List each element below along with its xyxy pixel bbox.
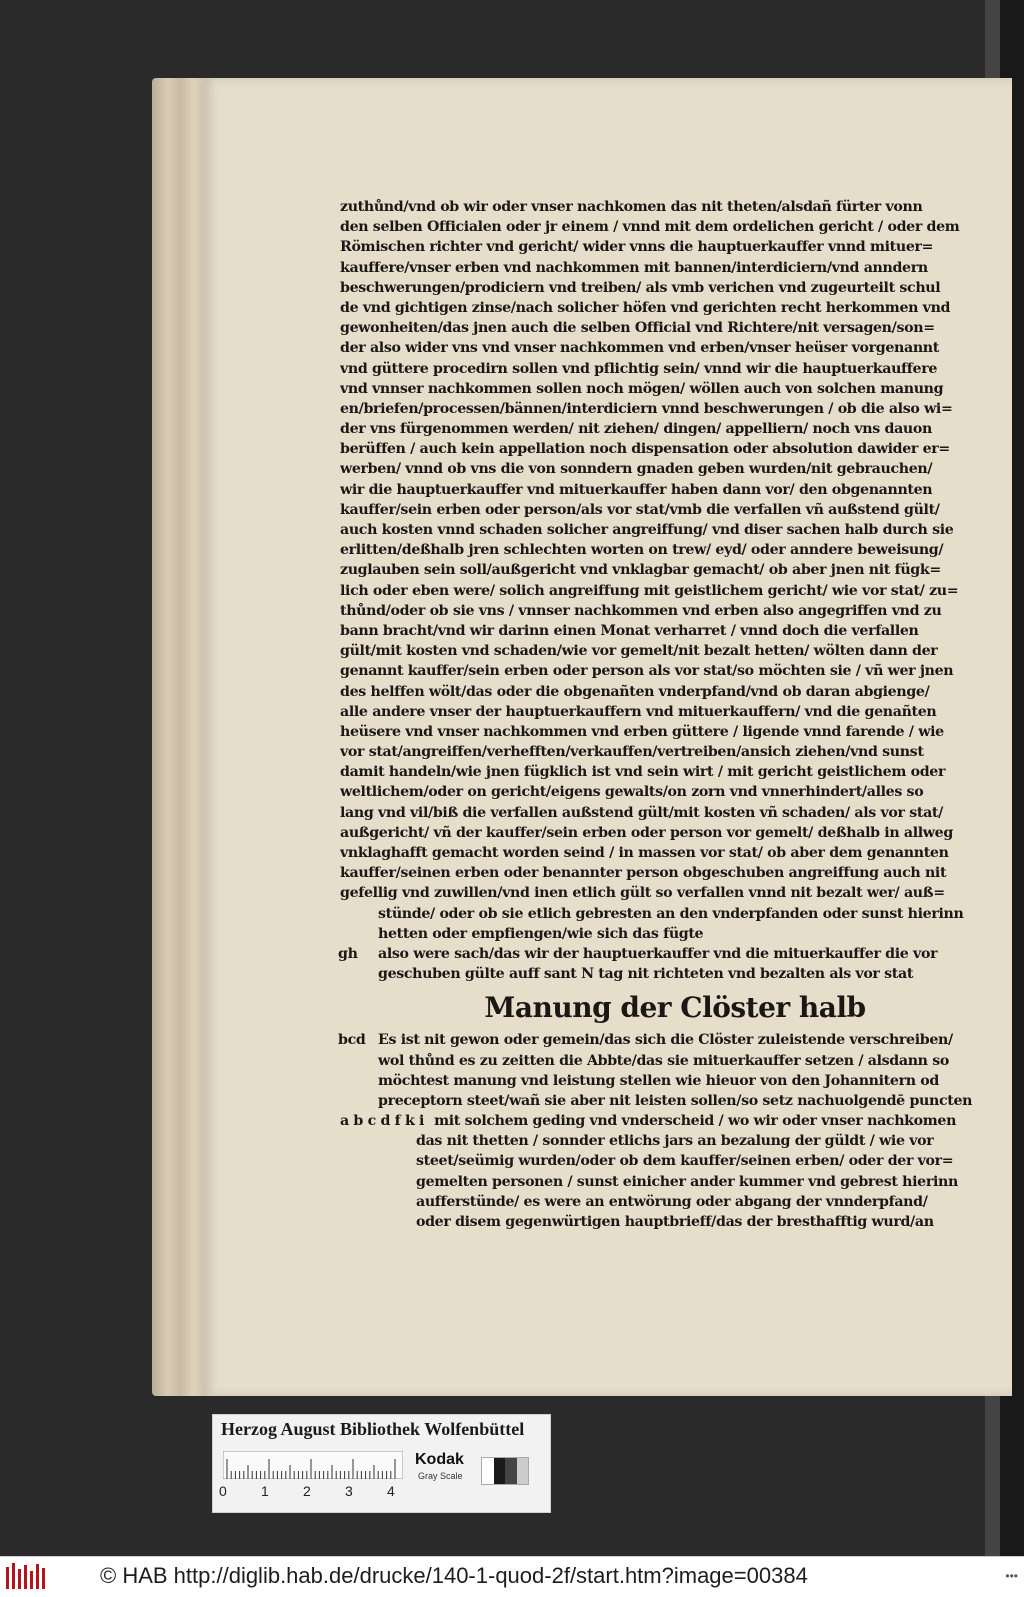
section-heading: Manung der Clöster halb: [484, 991, 866, 1025]
text-line: wol thůnd es zu zeitten die Abbte/das sie mituerkauffer setzen / alsdann so: [378, 1052, 949, 1069]
text-line: damit handeln/wie jnen fügklich ist vnd sein wirt / mit gericht geistlichem oder: [340, 764, 946, 781]
text-line: genannt kauffer/sein erben oder person als vor stat/so möchten sie / vñ wer jnen: [340, 663, 954, 680]
text-line: thůnd/oder ob sie vns / vnnser nachkommen vnd erben also angegriffen vnd zu: [340, 602, 942, 619]
margin-marker-gh: gh: [338, 945, 358, 962]
ruler-number: 2: [303, 1483, 311, 1499]
text-line: auch kosten vnnd schaden solicher angreiffung/ vnd diser sachen halb durch sie: [340, 522, 954, 538]
text-line: berüffen / auch kein appellation noch dispensation oder absolution dawider er=: [340, 441, 950, 458]
text-line: kauffere/vnser erben vnd nachkommen mit bannen/interdiciern/vnd anndern: [340, 259, 928, 276]
text-line: der vns fürgenommen werden/ nit ziehen/ dingen/ appelliern/ noch vns dauon: [340, 421, 932, 438]
gh-paragraph: [340, 944, 990, 984]
text-line: Es ist nit gewon oder gemein/das sich die Clöster zuleistende verschreiben/: [378, 1032, 953, 1049]
text-line: oder disem gegenwürtigen hauptbrieff/das der bresthafftig wurd/an: [416, 1214, 934, 1230]
gray-scale-patches: [481, 1457, 529, 1485]
text-line: aufferstünde/ es were an entwörung oder abgang der vnnderpfand/: [416, 1193, 928, 1210]
text-line: werben/ vnnd ob vns die von sonndern gnaden geben wurden/nit gebrauchen/: [340, 461, 933, 478]
margin-marker-abc: a b c d f k i: [340, 1113, 425, 1130]
ruler-number: 4: [387, 1483, 395, 1499]
text-line: lang vnd vil/biß die verfallen außstend gült/mit kosten vñ schaden/ als vor stat/: [340, 804, 943, 821]
hab-logo-icon: [4, 1561, 48, 1593]
text-line: des helffen wölt/das oder die obgenañten vnderpfand/vnd ob daran abgienge/: [340, 683, 930, 700]
abc-first-text: mit solchem geding vnd vnderscheid / wo wir oder vnser nachkomen: [434, 1113, 957, 1130]
text-line: außgericht/ vñ der kauffer/sein erben oder person vor gemelt/ deßhalb in allweg: [340, 824, 953, 841]
gray-patch: [482, 1458, 494, 1484]
abc-paragraph: [340, 1131, 990, 1232]
text-line: kauffer/sein erben oder person/als vor stat/vmb die verfallen vñ außstend gült/: [340, 501, 940, 518]
text-line: also were sach/das wir der hauptuerkauffer vnd die mituerkauffer die vor: [378, 945, 938, 962]
book-page-edges: [152, 78, 204, 1396]
ruler-number: 3: [345, 1483, 353, 1499]
kodak-brand: Kodak: [415, 1451, 464, 1468]
kodak-gray-scale: Gray Scale: [418, 1471, 463, 1481]
text-line: en/briefen/processen/bännen/interdiciern vnnd beschwerungen / ob die also wi=: [340, 400, 953, 417]
abc-section: [340, 1111, 990, 1232]
text-line: stünde/ oder ob sie etlich gebresten an den vnderpfanden oder sunst hierinn: [378, 905, 964, 922]
text-line: Römischen richter vnd gericht/ wider vnns die hauptuerkauffer vnnd mituer=: [340, 239, 934, 256]
gh-section: [340, 944, 990, 984]
text-line: der also wider vns vnd vnser nachkommen vnd erben/vnser heüser vorgenannt: [340, 340, 939, 357]
text-line: den selben Officialen oder jr einem / vnnd mit dem ordelichen gericht / oder dem: [340, 219, 960, 236]
viewer-footer: [0, 1556, 1024, 1597]
library-color-card: [212, 1414, 551, 1513]
text-line: vnklaghafft gemacht worden seind / in massen vor stat/ ob aber dem genannten: [340, 845, 949, 861]
ruler-number: 1: [261, 1483, 269, 1499]
text-line: vor stat/angreiffen/verhefften/verkauffen/vertreiben/ansich ziehen/vnd sunst: [340, 744, 924, 761]
page-text: [340, 197, 990, 1232]
bcd-paragraph: [340, 1030, 990, 1111]
text-line: gefellig vnd zuwillen/vnd inen etlich gült so verfallen vnnd nit bezalt wer/ auß=: [340, 885, 945, 902]
main-paragraph: [340, 197, 990, 944]
text-line: preceptorn steet/wañ sie aber nit leisten sollen/so setz nachuolgendē puncten: [378, 1092, 973, 1109]
margin-marker-bcd: bcd: [338, 1032, 366, 1049]
text-line: vnd güttere procedirn sollen vnd pflichtig sein/ vnnd wir die hauptuerkauffere: [340, 360, 938, 377]
text-line: zuthůnd/vnd ob wir oder vnser nachkomen das nit theten/alsdañ fürter vonn: [340, 199, 923, 215]
text-line: alle andere vnser der hauptuerkauffern vnd mituerkauffern/ vnd die genañten: [340, 703, 937, 720]
text-line: gewonheiten/das jnen auch die selben Official vnd Richtere/nit versagen/son=: [340, 320, 935, 337]
text-line: kauffer/seinen erben oder benannter person obgeschuben angreiffung auch nit: [340, 865, 947, 882]
gray-patch: [517, 1458, 529, 1484]
text-line: beschwerungen/prodiciern vnd treiben/ als vmb verichen vnd zugeurteilt schul: [340, 279, 941, 296]
text-line: heüsere vnd vnser nachkommen vnd erben güttere / ligende vnnd farende / wie: [340, 723, 944, 740]
text-line: wir die hauptuerkauffer vnd mituerkauffer haben dann vor/ den obgenannten: [340, 481, 933, 498]
abc-first-line: [340, 1111, 990, 1131]
text-line: vnd vnnser nachkommen sollen noch mögen/ wöllen auch von solchen manung: [340, 380, 944, 397]
gray-patch: [505, 1458, 517, 1484]
text-line: bann bracht/vnd wir darinn einen Monat verharret / vnnd doch die verfallen: [340, 622, 919, 639]
bcd-section: [340, 1030, 990, 1111]
ruler-number: 0: [219, 1483, 227, 1499]
text-line: weltlichem/oder on gericht/eigens gewalts/on zorn vnd vnnerhindert/alles so: [340, 784, 924, 801]
gray-patch: [494, 1458, 506, 1484]
library-name: Herzog August Bibliothek Wolfenbüttel: [221, 1419, 525, 1439]
text-line: de vnd gichtigen zinse/nach solicher höfen vnd gerichten recht herkommen vnd: [340, 299, 951, 316]
text-line: geschuben gülte auff sant N tag nit richteten vnd bezalten als vor stat: [378, 966, 914, 983]
text-line: steet/seümig wurden/oder ob dem kauffer/seinen erben/ oder der vor=: [416, 1153, 954, 1170]
source-url[interactable]: © HAB http://diglib.hab.de/drucke/140-1-quod-2f/start.htm?image=00384: [100, 1563, 808, 1588]
more-dots-icon[interactable]: •••: [1005, 1569, 1018, 1583]
text-line: das nit thetten / sonnder etlichs jars an bezalung der güldt / wie vor: [416, 1133, 934, 1150]
text-line: lich oder eben were/ solich angreiffung mit geistlichem gericht/ wie vor stat/ zu=: [340, 582, 959, 599]
text-line: zuglauben sein soll/außgericht vnd vnklagbar gemacht/ ob aber jnen nit fügk=: [340, 562, 941, 579]
text-line: möchtest manung vnd leistung stellen wie hieuor von den Johannitern od: [378, 1072, 939, 1089]
ruler-scale: [223, 1451, 403, 1479]
text-line: erlitten/deßhalb jren schlechten worten on trew/ eyd/ oder anndere beweisung/: [340, 542, 944, 559]
text-line: gemelten personen / sunst einicher ander kummer vnd gebrest hierinn: [416, 1173, 958, 1190]
text-line: gült/mit kosten vnd schaden/wie vor gemelt/nit bezalt hetten/ wölten dann der: [340, 643, 938, 660]
text-line: hetten oder empfiengen/wie sich das fügte: [378, 925, 704, 942]
